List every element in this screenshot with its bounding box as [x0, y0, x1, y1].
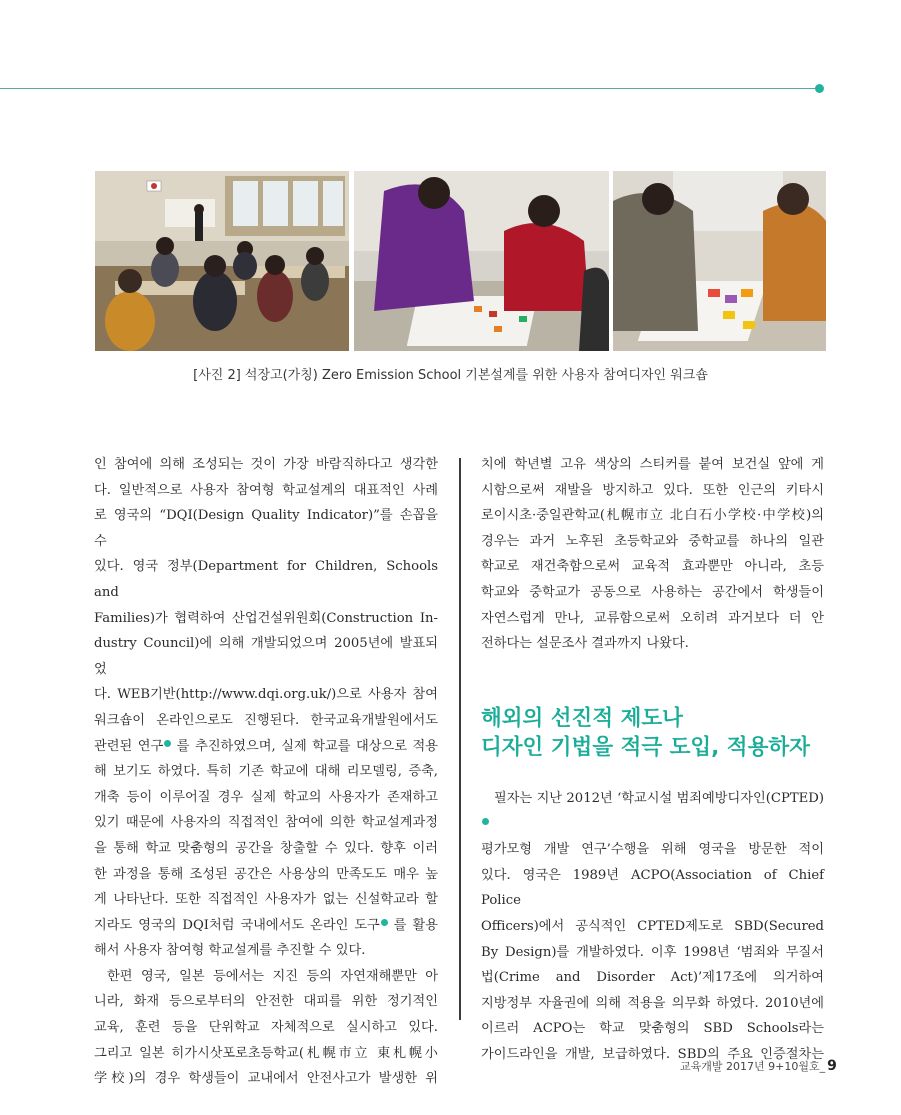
page-footer [680, 1058, 837, 1074]
footnote-marker-icon [164, 740, 171, 747]
text-line: 시함으로써 재발을 방지하고 있다. 또한 인근의 키타시 [481, 482, 824, 498]
text-line [481, 786, 824, 837]
top-rule-dot [815, 84, 824, 93]
workshop-photo-table [354, 171, 609, 351]
text-line: 다. 일반적으로 사용자 참여형 학교설계의 대표적인 사례 [94, 482, 438, 498]
text-line: 한편 영국, 일본 등에서는 지진 등의 자연재해뿐만 아 [107, 968, 438, 984]
text-line: 인 참여에 의해 조성되는 것이 가장 바람직하다고 생각한 [94, 457, 438, 472]
text-line: 자연스럽게 만나, 교류함으로써 오히려 과거보다 더 안 [481, 610, 824, 626]
text-fragment: 지라도 영국의 DQI처럼 국내에서도 온라인 도구 [94, 917, 380, 933]
text-line: dustry Council)에 의해 개발되었으며 2005년에 발표되었 [94, 636, 438, 677]
text-line: 学校)의 경우 학생들이 교내에서 안전사고가 발생한 위 [94, 1071, 438, 1087]
right-column [481, 452, 824, 657]
text-line: 치에 학년별 고유 색상의 스티커를 붙여 보건실 앞에 게 [481, 457, 824, 472]
text-line: 을 통해 학교 맞춤형의 공간을 창출할 수 있다. 향후 이러 [94, 840, 438, 856]
text-line: By Design)를 개발하였다. 이후 1998년 ‘범죄와 무질서 [481, 944, 824, 960]
text-line: Families)가 협력하여 산업건설위원회(Construction In- [94, 610, 438, 626]
text-line: 전하다는 설문조사 결과까지 나왔다. [481, 636, 689, 652]
footnote-marker-icon [381, 919, 388, 926]
right-column-section [481, 786, 824, 1068]
text-fragment: 관련된 연구 [94, 738, 164, 754]
text-line: Officers)에서 공식적인 CPTED제도로 SBD(Secured [481, 918, 824, 934]
text-line: 개축 등이 이루어질 경우 실제 학교의 사용자가 존재하고 [94, 789, 438, 805]
text-line: 다. WEB기반(http://www.dqi.org.uk/)으로 사용자 참여 [94, 687, 438, 703]
text-line: 학교로 재건축함으로써 교육적 효과뿐만 아니라, 초등 [481, 559, 824, 575]
heading-line: 해외의 선진적 제도나 [481, 706, 683, 731]
text-line [94, 734, 438, 760]
text-line: 평가모형 개발 연구’수행을 위해 영국을 방문한 적이 [481, 842, 824, 858]
top-rule [0, 88, 818, 89]
heading-line: 디자인 기법을 적극 도입, 적용하자 [481, 735, 810, 760]
left-column [94, 452, 438, 1092]
footer-publication: 교육개발 2017년 9+10월호_ [680, 1060, 826, 1073]
text-line: 가이드라인을 개발, 보급하였다. SBD의 주요 인증절차는 [481, 1046, 824, 1062]
text-line [94, 913, 438, 939]
text-fragment: 를 추진하였으며, 실제 학교를 대상으로 적용 [176, 738, 438, 754]
text-line: 이르러 ACPO는 학교 맞춤형의 SBD Schools라는 [481, 1021, 824, 1037]
workshop-photo-classroom [95, 171, 349, 351]
text-fragment: 필자는 지난 2012년 ‘학교시설 범죄예방디자인(CPTED) [494, 791, 824, 806]
text-line: 게 나타난다. 또한 직접적인 사용자가 없는 신설학교라 할 [94, 892, 438, 908]
text-line: 있다. 영국 정부(Department for Children, Schools and [94, 559, 438, 600]
text-line: 있기 때문에 사용자의 직접적인 참여에 의한 학교설계과정 [94, 815, 438, 831]
text-line: 법(Crime and Disorder Act)’제17조에 의거하여 [481, 970, 824, 986]
footnote-marker-icon [482, 818, 489, 825]
section-heading [481, 704, 824, 762]
text-line: 로이시초·중일관학교(札幌市立 北白石小学校·中学校)의 [481, 508, 824, 524]
text-line: 경우는 과거 노후된 초등학교와 중학교를 하나의 일관 [481, 533, 824, 549]
text-line: 한 과정을 통해 조성된 공간은 사용상의 만족도도 매우 높 [94, 866, 438, 882]
text-line: 지방정부 자율권에 의해 적용을 의무화 하였다. 2010년에 [481, 995, 824, 1011]
photo-strip [95, 171, 826, 351]
text-line: 교육, 훈련 등을 단위학교 자체적으로 실시하고 있다. [94, 1020, 438, 1036]
page-number: 9 [827, 1058, 837, 1074]
text-line: 로 영국의 “DQI(Design Quality Indicator)”를 손꼽을 수 [94, 508, 438, 549]
text-line: 해 보기도 하였다. 특히 기존 학교에 대해 리모델링, 증축, [94, 764, 438, 780]
text-line: 니라, 화재 등으로부터의 안전한 대피를 위한 정기적인 [94, 994, 438, 1010]
text-line: 해서 사용자 참여형 학교설계를 추진할 수 있다. [94, 943, 366, 959]
text-fragment: 를 활용 [393, 917, 438, 933]
text-line: 그리고 일본 히가시삿포로초등학교(札幌市立 東札幌小 [94, 1045, 438, 1061]
text-line: 있다. 영국은 1989년 ACPO(Association of Chief Police [481, 867, 824, 909]
column-divider [459, 458, 461, 1020]
text-line: 학교와 중학교가 공동으로 사용하는 공간에서 학생들이 [481, 584, 824, 600]
text-line: 워크숍이 온라인으로도 진행된다. 한국교육개발원에서도 [94, 712, 438, 728]
workshop-photo-discussion [613, 171, 826, 351]
photo-caption: [사진 2] 석장고(가칭) Zero Emission School 기본설계를 위한 사용자 참여디자인 워크숍 [193, 368, 708, 383]
